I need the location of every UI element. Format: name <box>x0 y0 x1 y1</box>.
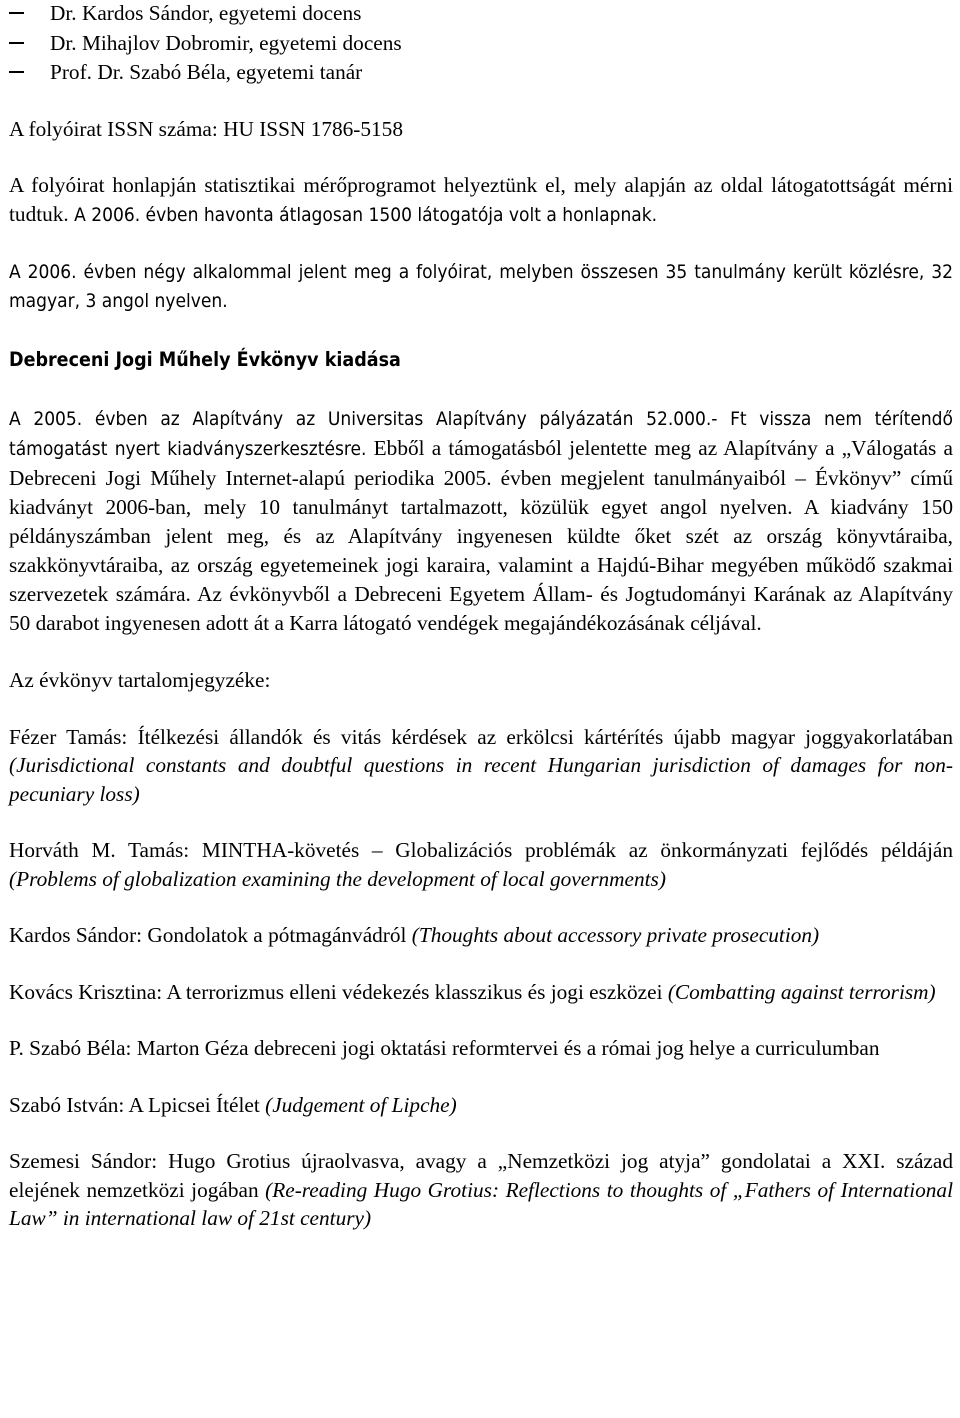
yearbook-paragraph-serif: Ebből a támogatásból jelentette meg az Alapítvány a „Válogatás a Debreceni Jogi Műhely Internet-alapú periodika 2005. évben megjelent tanulmányaiból – Évkönyv” című kiadványt 2006-ban, mely 10 tanulmányt tartalmazott, közülük egyet angol nyelven. A kiadvány 150 példányszámban jelent meg, és az Alapítvány ingyenesen küldte őket szét az ország könyvtáraiba, szakkönyvtáraiba, az ország egyetemeinek jogi karaira, valamint a Hajdú-Bihar megyében működő szakmai szervezetek számára. Az évkönyvből a Debreceni Egyetem Állam- és Jogtudományi Karának az Alapítvány 50 darabot ingyenesen adott át a Karra látogató vendégek megajándékozásának céljával. <box>9 435 953 635</box>
list-item: Dr. Kardos Sándor, egyetemi docens <box>9 0 953 29</box>
committee-list <box>9 0 953 88</box>
toc-entry: Horváth M. Tamás: MINTHA-követés – Globalizációs problémák az önkormányzati fejlődés példáján (Problems of globalization examining the development of local governments) <box>9 838 953 891</box>
dash-bullet-icon <box>9 71 24 73</box>
toc-entry: Fézer Tamás: Ítélkezési állandók és vitás kérdések az erkölcsi kártérítés újabb magyar joggyakorlatában (Jurisdictional constants and doubtful questions in recent Hungarian jurisdiction of damages for non-pecuniary loss) <box>9 724 953 806</box>
document-page <box>9 0 953 1233</box>
toc-title: Az évkönyv tartalomjegyzéke: <box>9 667 271 692</box>
issues-paragraph: A 2006. évben négy alkalommal jelent meg a folyóirat, melyben összesen 35 tanulmány került közlésre, 32 magyar, 3 angol nyelven. <box>9 260 953 312</box>
stats-paragraph <box>9 171 953 230</box>
yearbook-paragraph <box>9 404 953 638</box>
list-item: Prof. Dr. Szabó Béla, egyetemi tanár <box>9 58 953 88</box>
dash-bullet-icon <box>9 42 24 44</box>
stats-paragraph-part2: A 2006. évben havonta átlagosan 1500 látogatója volt a honlapnak. <box>74 203 658 226</box>
section-heading: Debreceni Jogi Műhely Évkönyv kiadása <box>9 347 401 371</box>
stats-paragraph-part1: A folyóirat honlapján statisztikai mérőprogramot helyeztünk el, mely alapján az oldal látogatottságát mérni tudtuk. <box>9 172 953 226</box>
dash-bullet-icon <box>9 12 24 14</box>
toc-entry: Kovács Krisztina: A terrorizmus elleni védekezés klasszikus és jogi eszközei (Combatting against terrorism) <box>9 979 936 1004</box>
toc-entry: Kardos Sándor: Gondolatok a pótmagánvádról (Thoughts about accessory private prosecution) <box>9 923 820 947</box>
table-of-contents <box>9 723 953 1233</box>
toc-entry: Szemesi Sándor: Hugo Grotius újraolvasva, avagy a „Nemzetközi jog atyja” gondolatai a XXI. század elejének nemzetközi jogában (Re-reading Hugo Grotius: Reflections to thoughts of „Fathers of International Law” in international law of 21st century) <box>9 1149 953 1230</box>
list-item: Dr. Mihajlov Dobromir, egyetemi docens <box>9 29 953 59</box>
issn-line: A folyóirat ISSN száma: HU ISSN 1786-5158 <box>9 116 403 141</box>
yearbook-paragraph-sans: A 2005. évben az Alapítvány az Universitas Alapítvány pályázatán 52.000.- Ft vissza nem térítendő támogatást nyert kiadványszerkesztésre. <box>9 407 953 460</box>
toc-entry: Szabó István: A Lpicsei Ítélet (Judgement of Lipche) <box>9 1092 457 1117</box>
toc-entry: P. Szabó Béla: Marton Géza debreceni jogi oktatási reformtervei és a római jog helye a curriculumban <box>9 1036 880 1060</box>
